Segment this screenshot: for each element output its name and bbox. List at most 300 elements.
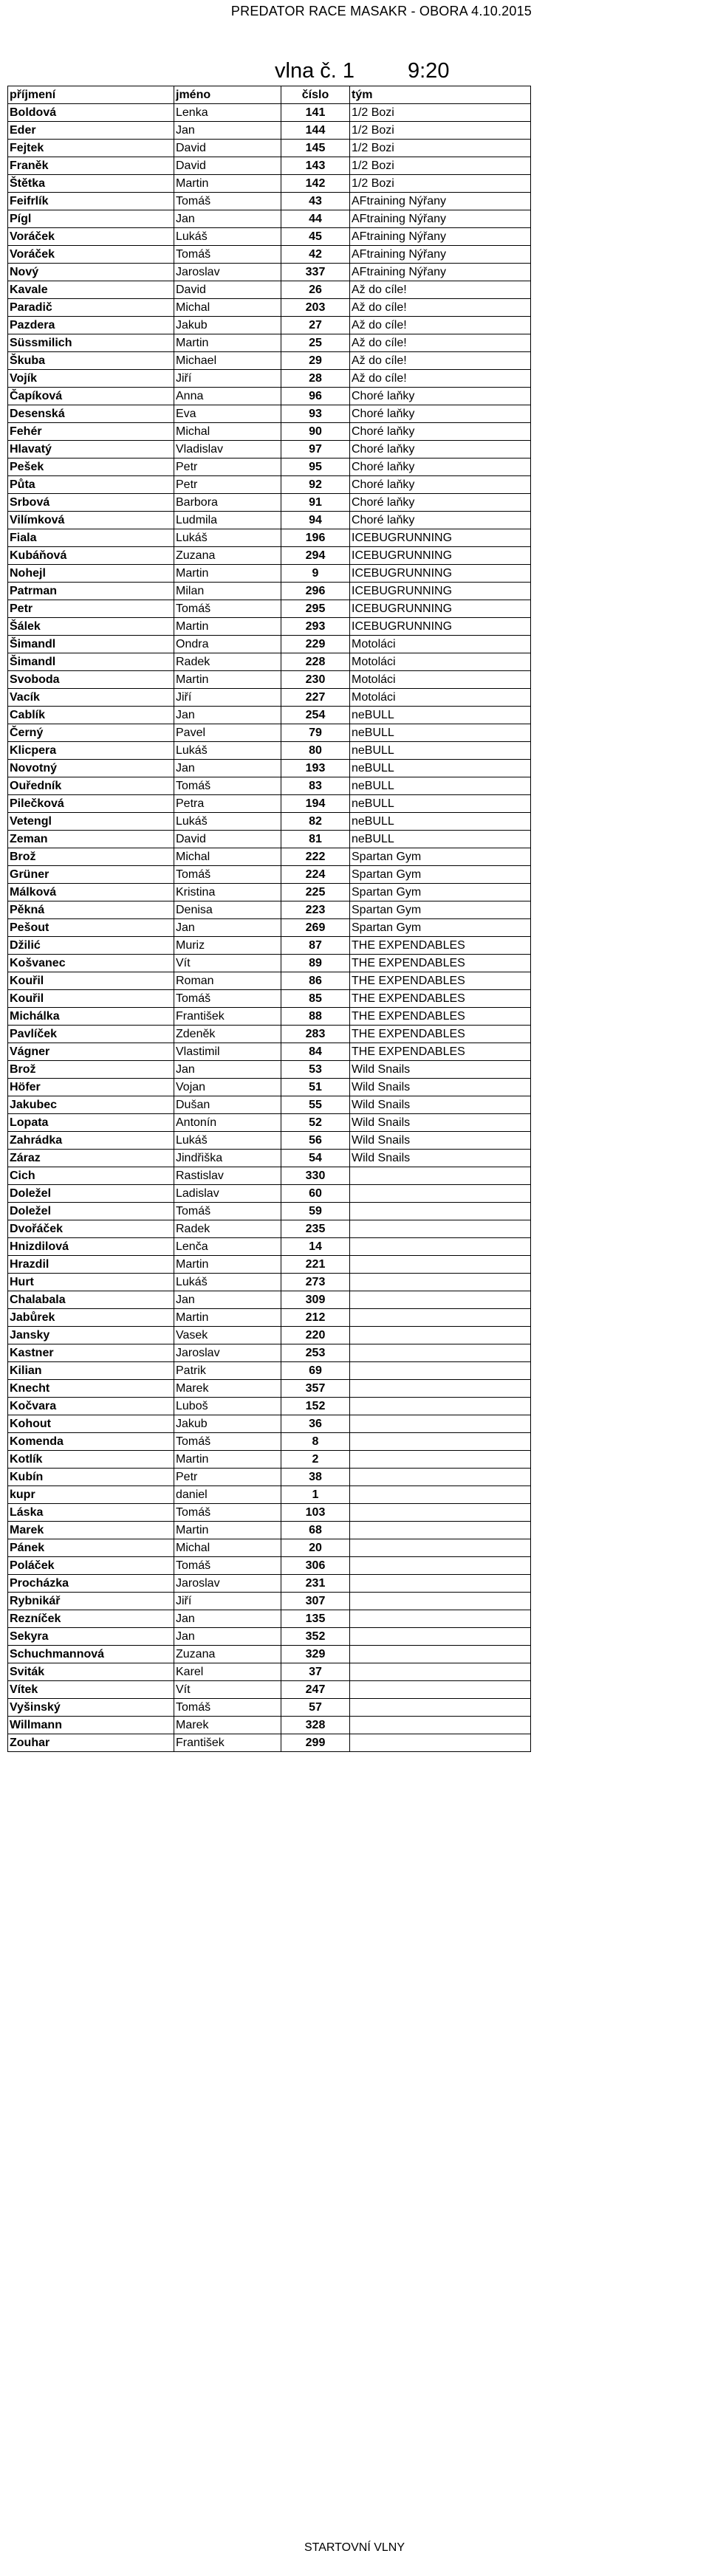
cell-firstname: Tomáš [174,1699,281,1717]
cell-number: 93 [281,405,350,423]
cell-firstname: Zuzana [174,547,281,565]
cell-surname: Rybnikář [8,1593,174,1610]
cell-surname: Kouřil [8,972,174,990]
cell-firstname: Muriz [174,937,281,955]
cell-number: 55 [281,1096,350,1114]
cell-team: Wild Snails [350,1150,531,1167]
cell-surname: Doležel [8,1203,174,1220]
cell-number: 53 [281,1061,350,1079]
cell-firstname: Zuzana [174,1646,281,1663]
cell-surname: Košvanec [8,955,174,972]
cell-surname: Voráček [8,228,174,246]
cell-surname: Svoboda [8,671,174,689]
cell-surname: Půta [8,476,174,494]
cell-team: THE EXPENDABLES [350,990,531,1008]
cell-firstname: Kristina [174,884,281,901]
cell-team: Choré laňky [350,441,531,458]
cell-firstname: Vlastimil [174,1043,281,1061]
cell-firstname: Michal [174,848,281,866]
cell-surname: Vetengl [8,813,174,831]
column-header-firstname: jméno [174,86,281,104]
cell-number: 228 [281,653,350,671]
table-row [8,1344,531,1362]
cell-surname: Vyšinský [8,1699,174,1717]
cell-firstname: Michal [174,1539,281,1557]
cell-firstname: Vojan [174,1079,281,1096]
cell-surname: Vojík [8,370,174,388]
cell-number: 141 [281,104,350,122]
cell-team [350,1433,531,1451]
table-row [8,547,531,565]
table-row [8,724,531,742]
cell-team [350,1628,531,1646]
table-row [8,777,531,795]
cell-number: 330 [281,1167,350,1185]
table-row [8,1398,531,1415]
table-row [8,140,531,157]
cell-firstname: Petr [174,1469,281,1486]
cell-number: 56 [281,1132,350,1150]
cell-surname: Kavale [8,281,174,299]
table-row [8,494,531,512]
table-row [8,742,531,760]
cell-team: Wild Snails [350,1132,531,1150]
table-row [8,707,531,724]
cell-team [350,1451,531,1469]
cell-team [350,1469,531,1486]
table-row [8,334,531,352]
table-row [8,157,531,175]
cell-number: 328 [281,1717,350,1734]
table-row [8,1114,531,1132]
cell-surname: Jansky [8,1327,174,1344]
cell-number: 14 [281,1238,350,1256]
cell-number: 221 [281,1256,350,1274]
table-row [8,653,531,671]
cell-firstname: David [174,831,281,848]
cell-number: 103 [281,1504,350,1522]
cell-number: 227 [281,689,350,707]
cell-surname: Franěk [8,157,174,175]
cell-team [350,1646,531,1663]
cell-number: 26 [281,281,350,299]
cell-firstname: Denisa [174,901,281,919]
cell-team [350,1415,531,1433]
cell-surname: Grüner [8,866,174,884]
table-row [8,1309,531,1327]
cell-team: Wild Snails [350,1061,531,1079]
table-row [8,972,531,990]
cell-team [350,1327,531,1344]
cell-surname: Kastner [8,1344,174,1362]
cell-number: 80 [281,742,350,760]
column-header-team: tým [350,86,531,104]
cell-number: 43 [281,193,350,210]
cell-firstname: Jaroslav [174,1575,281,1593]
wave-label: vlna č. 1 [275,59,354,83]
cell-number: 144 [281,122,350,140]
table-row [8,281,531,299]
table-row [8,1026,531,1043]
cell-team: Choré laňky [350,458,531,476]
cell-surname: Vilímková [8,512,174,529]
cell-number: 2 [281,1451,350,1469]
cell-team [350,1575,531,1593]
cell-team: Až do cíle! [350,370,531,388]
table-row [8,583,531,600]
cell-number: 193 [281,760,350,777]
cell-number: 25 [281,334,350,352]
table-row [8,1522,531,1539]
cell-firstname: Tomáš [174,193,281,210]
cell-surname: Pígl [8,210,174,228]
cell-number: 81 [281,831,350,848]
cell-surname: Nohejl [8,565,174,583]
cell-firstname: Vladislav [174,441,281,458]
cell-surname: Desenská [8,405,174,423]
cell-surname: Pánek [8,1539,174,1557]
table-row [8,990,531,1008]
cell-surname: Doležel [8,1185,174,1203]
cell-firstname: Marek [174,1380,281,1398]
cell-team [350,1398,531,1415]
cell-number: 230 [281,671,350,689]
cell-firstname: Jan [174,760,281,777]
cell-firstname: Karel [174,1663,281,1681]
cell-surname: Štětka [8,175,174,193]
cell-firstname: Tomáš [174,777,281,795]
cell-team: Až do cíle! [350,352,531,370]
cell-firstname: Antonín [174,1114,281,1132]
page-header-title: PREDATOR RACE MASAKR - OBORA 4.10.2015 [230,4,532,18]
cell-firstname: Dušan [174,1096,281,1114]
table-row [8,1291,531,1309]
cell-firstname: Martin [174,1522,281,1539]
cell-firstname: Tomáš [174,1504,281,1522]
cell-number: 194 [281,795,350,813]
table-row [8,1699,531,1717]
cell-firstname: Jan [174,1628,281,1646]
cell-firstname: Roman [174,972,281,990]
table-row [8,476,531,494]
cell-firstname: Jakub [174,1415,281,1433]
cell-firstname: Lukáš [174,1132,281,1150]
table-row [8,317,531,334]
cell-number: 329 [281,1646,350,1663]
cell-surname: Šálek [8,618,174,636]
table-row [8,1663,531,1681]
cell-team: THE EXPENDABLES [350,955,531,972]
table-row [8,228,531,246]
table-header-row [8,86,531,104]
table-row [8,831,531,848]
cell-team [350,1681,531,1699]
cell-surname: Pazdera [8,317,174,334]
table-row [8,1327,531,1344]
cell-firstname: Rastislav [174,1167,281,1185]
cell-number: 9 [281,565,350,583]
cell-surname: Pešout [8,919,174,937]
cell-team: 1/2 Bozi [350,140,531,157]
cell-firstname: Tomáš [174,1557,281,1575]
cell-firstname: Anna [174,388,281,405]
cell-firstname: Radek [174,1220,281,1238]
table-row [8,423,531,441]
cell-firstname: Tomáš [174,600,281,618]
cell-firstname: Jan [174,1291,281,1309]
cell-surname: Fejtek [8,140,174,157]
cell-team: 1/2 Bozi [350,122,531,140]
cell-firstname: Pavel [174,724,281,742]
cell-firstname: Petr [174,458,281,476]
cell-surname: Škuba [8,352,174,370]
cell-team: ICEBUGRUNNING [350,583,531,600]
cell-number: 92 [281,476,350,494]
cell-team [350,1557,531,1575]
cell-firstname: Zdeněk [174,1026,281,1043]
table-row [8,193,531,210]
cell-team: Spartan Gym [350,866,531,884]
cell-surname: Zahrádka [8,1132,174,1150]
cell-team [350,1593,531,1610]
cell-surname: Sekyra [8,1628,174,1646]
cell-team: Wild Snails [350,1079,531,1096]
cell-firstname: Lenka [174,104,281,122]
cell-team: ICEBUGRUNNING [350,600,531,618]
cell-firstname: Lenča [174,1238,281,1256]
cell-surname: Poláček [8,1557,174,1575]
cell-team [350,1380,531,1398]
table-row [8,1238,531,1256]
cell-team: neBULL [350,760,531,777]
cell-team: THE EXPENDABLES [350,937,531,955]
cell-firstname: Patrik [174,1362,281,1380]
table-row [8,529,531,547]
cell-number: 89 [281,955,350,972]
cell-firstname: Jakub [174,317,281,334]
column-header-number: číslo [281,86,350,104]
cell-firstname: David [174,140,281,157]
cell-firstname: Jiří [174,370,281,388]
cell-firstname: Jan [174,707,281,724]
table-row [8,1415,531,1433]
cell-firstname: Tomáš [174,1433,281,1451]
table-row [8,848,531,866]
cell-team [350,1504,531,1522]
cell-number: 269 [281,919,350,937]
cell-number: 152 [281,1398,350,1415]
cell-number: 295 [281,600,350,618]
cell-number: 54 [281,1150,350,1167]
table-row [8,1008,531,1026]
cell-number: 253 [281,1344,350,1362]
cell-firstname: Tomáš [174,246,281,264]
cell-number: 36 [281,1415,350,1433]
cell-number: 254 [281,707,350,724]
cell-surname: Kubín [8,1469,174,1486]
cell-number: 94 [281,512,350,529]
cell-number: 27 [281,317,350,334]
cell-firstname: Jiří [174,1593,281,1610]
cell-firstname: Jan [174,919,281,937]
cell-surname: Brož [8,848,174,866]
table-row [8,1362,531,1380]
cell-team: 1/2 Bozi [350,157,531,175]
cell-team: neBULL [350,707,531,724]
cell-number: 90 [281,423,350,441]
cell-firstname: Martin [174,334,281,352]
cell-firstname: Martin [174,175,281,193]
table-row [8,1628,531,1646]
cell-firstname: Vít [174,955,281,972]
cell-team [350,1220,531,1238]
cell-firstname: Lukáš [174,742,281,760]
table-row [8,760,531,777]
cell-team: Spartan Gym [350,919,531,937]
cell-team: Choré laňky [350,476,531,494]
cell-team: Spartan Gym [350,848,531,866]
cell-number: 97 [281,441,350,458]
cell-number: 224 [281,866,350,884]
table-row [8,370,531,388]
cell-surname: Vacík [8,689,174,707]
table-row [8,1256,531,1274]
cell-number: 8 [281,1433,350,1451]
cell-surname: Fehér [8,423,174,441]
page-footer: STARTOVNÍ VLNY [304,2541,405,2554]
cell-surname: Šimandl [8,636,174,653]
cell-number: 235 [281,1220,350,1238]
cell-number: 273 [281,1274,350,1291]
cell-surname: Šimandl [8,653,174,671]
cell-surname: Hurt [8,1274,174,1291]
cell-team [350,1699,531,1717]
cell-number: 337 [281,264,350,281]
cell-surname: Dvořáček [8,1220,174,1238]
table-row [8,866,531,884]
cell-surname: Hrazdil [8,1256,174,1274]
cell-team: THE EXPENDABLES [350,1008,531,1026]
table-row [8,1167,531,1185]
cell-team: 1/2 Bozi [350,104,531,122]
cell-firstname: Jan [174,210,281,228]
table-row [8,671,531,689]
cell-team: Motoláci [350,653,531,671]
table-row [8,1486,531,1504]
cell-team: Motoláci [350,636,531,653]
cell-team [350,1274,531,1291]
cell-team: Choré laňky [350,405,531,423]
table-row [8,1469,531,1486]
table-row [8,1557,531,1575]
cell-team: ICEBUGRUNNING [350,529,531,547]
table-row [8,1061,531,1079]
cell-surname: Černý [8,724,174,742]
cell-surname: Cich [8,1167,174,1185]
cell-team: ICEBUGRUNNING [350,565,531,583]
cell-surname: Höfer [8,1079,174,1096]
cell-firstname: Tomáš [174,990,281,1008]
cell-number: 196 [281,529,350,547]
table-row [8,618,531,636]
cell-firstname: Petra [174,795,281,813]
cell-team: 1/2 Bozi [350,175,531,193]
cell-team [350,1167,531,1185]
table-row [8,1274,531,1291]
cell-firstname: Vasek [174,1327,281,1344]
cell-team [350,1486,531,1504]
cell-firstname: Tomáš [174,866,281,884]
table-row [8,405,531,423]
cell-number: 220 [281,1327,350,1344]
table-row [8,104,531,122]
table-row [8,1646,531,1663]
cell-team [350,1734,531,1752]
table-row [8,689,531,707]
cell-number: 96 [281,388,350,405]
table-row [8,299,531,317]
cell-surname: Jakubec [8,1096,174,1114]
start-list-body [8,86,531,1752]
cell-firstname: Martin [174,1256,281,1274]
cell-team: neBULL [350,777,531,795]
table-row [8,1150,531,1167]
cell-surname: Schuchmannová [8,1646,174,1663]
cell-number: 1 [281,1486,350,1504]
cell-surname: Procházka [8,1575,174,1593]
table-row [8,884,531,901]
cell-team: Motoláci [350,689,531,707]
cell-number: 83 [281,777,350,795]
table-row [8,1593,531,1610]
table-row [8,1185,531,1203]
table-row [8,1717,531,1734]
cell-number: 225 [281,884,350,901]
cell-firstname: Eva [174,405,281,423]
cell-number: 79 [281,724,350,742]
cell-firstname: Jan [174,1061,281,1079]
cell-firstname: František [174,1734,281,1752]
cell-surname: Chalabala [8,1291,174,1309]
cell-team: Choré laňky [350,494,531,512]
cell-surname: Eder [8,122,174,140]
cell-number: 135 [281,1610,350,1628]
cell-surname: Kočvara [8,1398,174,1415]
cell-number: 20 [281,1539,350,1557]
cell-number: 45 [281,228,350,246]
cell-firstname: Tomáš [174,1203,281,1220]
cell-team: Spartan Gym [350,884,531,901]
table-row [8,901,531,919]
cell-team: THE EXPENDABLES [350,1043,531,1061]
cell-team: neBULL [350,813,531,831]
cell-team: AFtraining Nýřany [350,264,531,281]
cell-surname: Záraz [8,1150,174,1167]
cell-firstname: Ludmila [174,512,281,529]
cell-team [350,1522,531,1539]
cell-surname: Džilić [8,937,174,955]
cell-surname: Michálka [8,1008,174,1026]
cell-number: 143 [281,157,350,175]
cell-firstname: Jindřiška [174,1150,281,1167]
cell-surname: Feifrlík [8,193,174,210]
cell-surname: Pěkná [8,901,174,919]
cell-team [350,1238,531,1256]
table-row [8,565,531,583]
cell-firstname: Martin [174,1451,281,1469]
cell-number: 294 [281,547,350,565]
cell-number: 60 [281,1185,350,1203]
